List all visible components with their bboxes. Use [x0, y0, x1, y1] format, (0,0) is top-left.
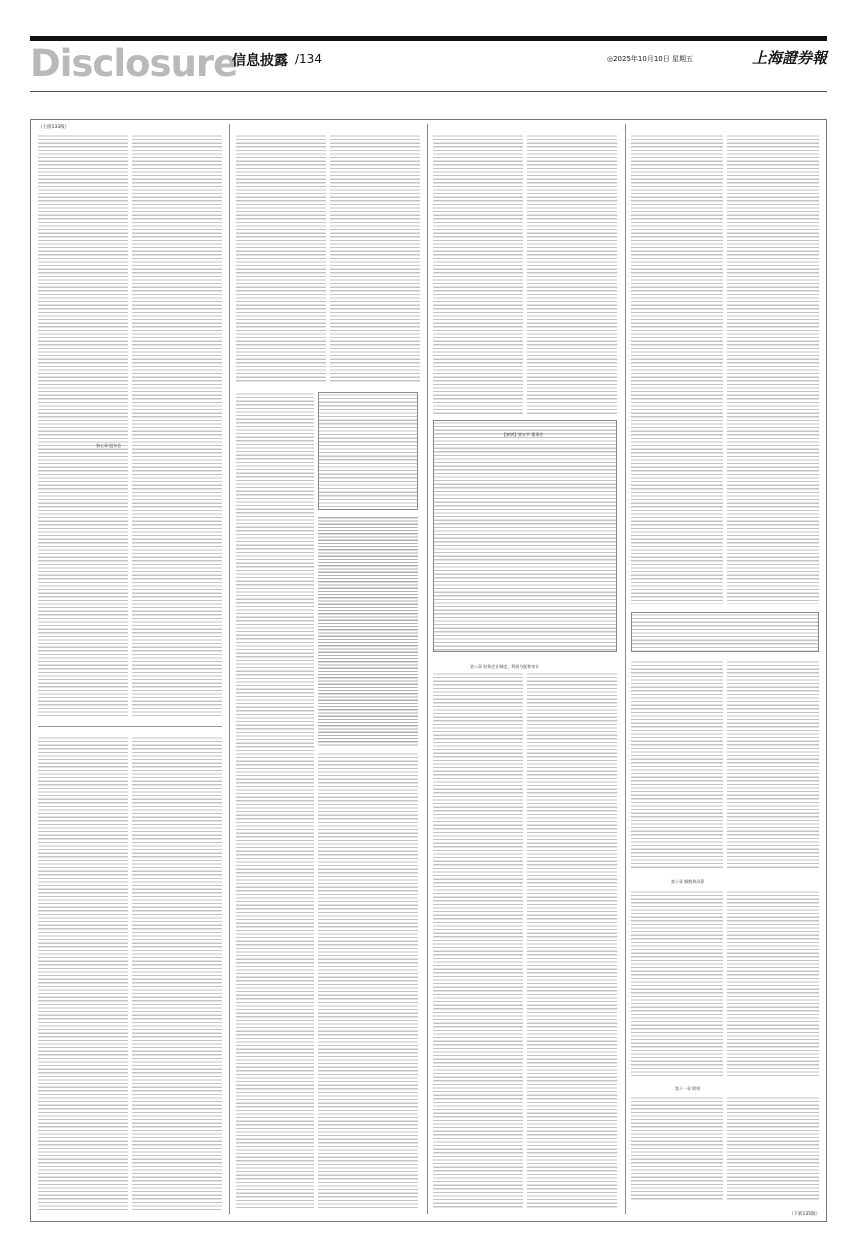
continued-from-marker: （上接133版） [38, 125, 70, 130]
column-rule [427, 124, 428, 1214]
column-divider [38, 726, 222, 727]
text-column-16 [631, 660, 723, 870]
text-column-13 [527, 672, 617, 1210]
text-column-17 [727, 660, 819, 870]
masthead-divider [30, 91, 827, 92]
text-column-11 [527, 134, 617, 414]
masthead [30, 44, 827, 84]
continued-to-marker: （下转135版） [789, 1212, 821, 1217]
section-heading: 第十一章 附则 [675, 1086, 701, 1091]
text-column-15 [727, 134, 819, 604]
newspaper-name: 上海證券報 [752, 49, 828, 67]
text-column-19 [727, 890, 819, 1076]
section-title: 信息披露 [232, 53, 288, 69]
boxed-section [433, 420, 617, 652]
text-column-7 [318, 516, 418, 746]
column-rule [229, 124, 230, 1214]
text-column-2 [132, 134, 222, 718]
text-column-20 [631, 1096, 723, 1202]
text-column-8 [236, 392, 314, 1210]
text-column-12 [433, 672, 523, 1210]
text-column-14 [631, 134, 723, 604]
issue-number: /134 [295, 52, 322, 66]
text-column-10 [433, 134, 523, 414]
text-column-1 [38, 134, 128, 718]
dateline: ◎2025年10月10日 星期五 [607, 55, 693, 63]
column-rule [625, 124, 626, 1214]
boxed-note [631, 612, 819, 652]
text-column-18 [631, 890, 723, 1076]
section-heading: 第七章 股东会 [96, 443, 122, 448]
text-column-9 [318, 752, 418, 1210]
top-rule [30, 36, 827, 41]
text-column-6 [330, 134, 420, 384]
text-column-4 [132, 736, 222, 1210]
section-heading: 【新增】第五节 董事会 [502, 432, 544, 437]
brand-logo: Disclosure [30, 42, 238, 85]
section-heading: 第八章 财务会计制度、利润分配和审计 [470, 664, 540, 669]
text-column-3 [38, 736, 128, 1210]
text-column-5 [236, 134, 326, 384]
section-heading: 第十章 解散和清算 [671, 879, 705, 884]
boxed-notice [318, 392, 418, 510]
text-column-21 [727, 1096, 819, 1202]
